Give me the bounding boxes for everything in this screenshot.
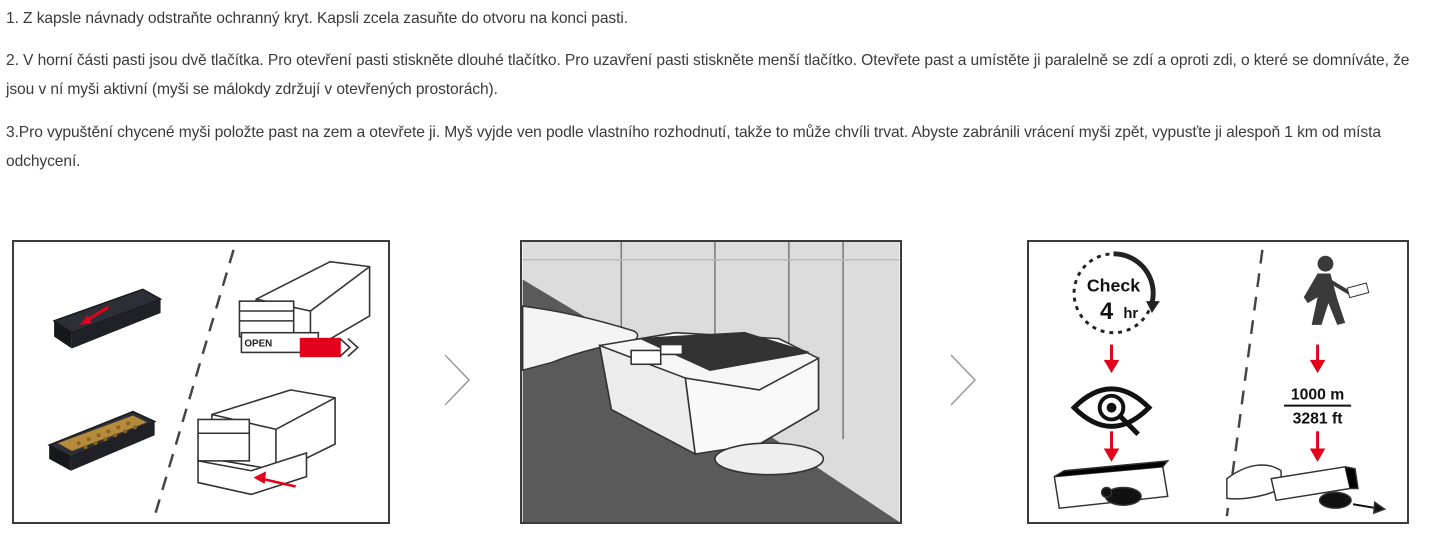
illustration-bait-capsule [12, 240, 390, 524]
open-label: OPEN [244, 338, 273, 350]
distance-metric: 1000 m [1290, 386, 1345, 404]
instruction-step-2: 2. V horní části pasti jsou dvě tlačítka. Pro otevření pasti stiskněte dlouhé tlačítko. Pro uzavření pasti stiskněte menší tlačítko. Otevřete past a umístěte ji paralelně se zdí a oproti zdi, o které se domníváte, že jsou v ní myši aktivní (myši se málokdy zdržují v otevřených prostorách). [6, 52, 1410, 98]
trap-insert-capsule-image [198, 390, 335, 495]
walking-person-icon [1304, 256, 1369, 325]
illustration-place-trap [520, 240, 902, 524]
distance-imperial: 3281 ft [1292, 410, 1343, 428]
instruction-step-1: 1. Z kapsle návnady odstraňte ochranný kryt. Kapsli zcela zasuňte do otvoru na konci pasti. [6, 10, 628, 27]
check-hours: 4 [1100, 298, 1114, 325]
instruction-step-3: 3.Pro vypuštění chycené myši položte past na zem a otevřete ji. Myš vyjde ven podle vlastního rozhodnutí, takže to může chvíli trvat. Abyste zabránili vrácení myši zpět, vypusťte ji alespoň 1 km od místa odchycení. [6, 124, 1381, 170]
illustration-check-release [1027, 240, 1409, 524]
trap-with-mouse-image [1054, 461, 1167, 508]
chevron-right-icon [442, 350, 472, 410]
chevron-right-icon [948, 350, 978, 410]
check-unit: hr [1123, 305, 1139, 322]
check-label: Check [1086, 275, 1141, 296]
bait-capsule-covered-image [54, 289, 160, 348]
bait-capsule-open-image [49, 412, 154, 471]
eye-icon [1074, 389, 1149, 434]
release-trap-image [1227, 465, 1385, 513]
